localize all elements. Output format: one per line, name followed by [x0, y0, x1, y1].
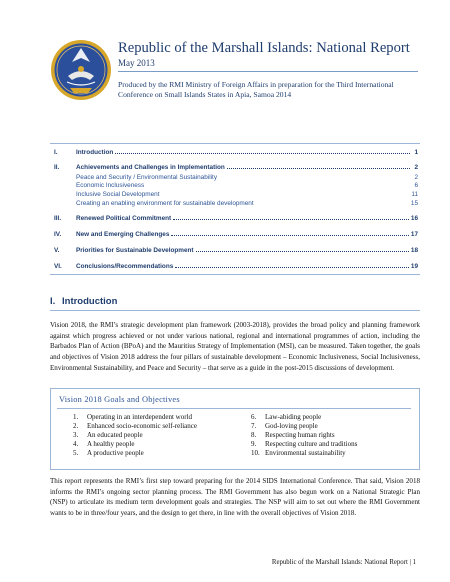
report-title: Republic of the Marshall Islands: National Report — [118, 40, 410, 56]
national-seal-icon — [50, 36, 112, 104]
toc-subentry-enabling-environment[interactable] — [76, 200, 418, 207]
goal-text: Respecting culture and traditions — [265, 440, 358, 448]
goal-number: 1. — [73, 413, 79, 421]
toc-leader — [175, 267, 409, 268]
section-number: I. — [50, 296, 56, 307]
toc-entry-title: Conclusions/Recommendations — [76, 263, 174, 270]
toc-entry-priorities[interactable] — [54, 247, 418, 254]
toc-entry-title: Peace and Security / Environmental Sustainability — [76, 174, 218, 181]
toc-entry-number: IV. — [54, 231, 62, 238]
goal-number: 7. — [251, 422, 257, 430]
title-divider — [118, 71, 418, 72]
goal-number: 3. — [73, 431, 79, 439]
goal-item — [73, 449, 144, 457]
toc-leader — [171, 235, 408, 236]
goals-box-title: Vision 2018 Goals and Objectives — [59, 395, 180, 404]
goal-text: An educated people — [87, 431, 143, 439]
toc-entry-page: 18 — [410, 247, 418, 254]
goal-number: 5. — [73, 449, 79, 457]
toc-subentry-economic-inclusiveness[interactable] — [76, 182, 418, 189]
page-footer: Republic of the Marshall Islands: National Report | 1 — [271, 559, 416, 566]
goal-text: Operating in an interdependent world — [87, 413, 192, 421]
intro-paragraph: Vision 2018, the RMI’s strategic development plan framework (2003-2018), provides the broad policy and planning framework against which progress achieved or not under various national, regional and international programmes of action, including the Barbados Plan of Action (BPoA) and the Mauritius Strategy of Implementation (MSI), can be measured. Taken together, the goals and objectives of Vision 2018 address the four pillars of sustainable development – Economic Inclusiveness, Social Inclusiveness, Environmental Sustainability, and Peace and Security – that serve as a guide in the post-2015 discussions of development. — [50, 321, 420, 372]
goals-box-divider — [57, 408, 411, 409]
toc-entry-title: Economic Inclusiveness — [76, 182, 145, 189]
toc-subentry-peace-security[interactable] — [76, 174, 418, 181]
toc-entry-page: 19 — [410, 263, 418, 270]
toc-entry-page: 2 — [414, 164, 418, 171]
goal-item — [73, 413, 192, 421]
toc-entry-title: Renewed Political Commitment — [76, 215, 172, 222]
report-paragraph: This report represents the RMI’s first step toward preparing for the 2014 SIDS International Conference. That said, Vision 2018 informs the RMI’s ongoing sector planning process. The RMI Government has also begun work on a National Strategic Plan (NSP) to articulate its medium term development goals and strategies. The NSP will aim to set out where the RMI Government wants to be in three/four years, and the design to get there, in line with the overall objectives of Vision 2018. — [50, 477, 420, 518]
report-subtitle: Produced by the RMI Ministry of Foreign Affairs in preparation for the Third International Conference on Small Islands States in Apia, Samoa 2014 — [118, 80, 394, 99]
toc-entry-number: II. — [54, 164, 60, 171]
toc-entry-number: VI. — [54, 263, 62, 270]
toc-entry-title: Achievements and Challenges in Implementation — [76, 164, 225, 171]
goal-item — [73, 440, 134, 448]
toc-entry-page: 2 — [414, 174, 418, 181]
report-date: May 2013 — [118, 58, 155, 68]
table-of-contents — [50, 143, 420, 275]
toc-leader — [227, 168, 410, 169]
goal-item — [251, 413, 321, 421]
toc-entry-introduction[interactable] — [54, 149, 418, 156]
toc-entry-political-commitment[interactable] — [54, 215, 418, 222]
toc-entry-title: Introduction — [76, 149, 114, 156]
goal-number: 4. — [73, 440, 79, 448]
goal-text: Environmental sustainability — [265, 449, 346, 457]
toc-entry-new-challenges[interactable] — [54, 231, 418, 238]
toc-entry-number: III. — [54, 215, 62, 222]
toc-entry-conclusions[interactable] — [54, 263, 418, 270]
toc-entry-page: 15 — [410, 200, 418, 207]
goal-item — [251, 422, 318, 430]
goal-text: A productive people — [87, 449, 144, 457]
toc-entry-achievements[interactable] — [54, 164, 418, 171]
goal-number: 9. — [251, 440, 257, 448]
toc-entry-number: V. — [54, 247, 60, 254]
section-divider — [50, 310, 420, 311]
toc-leader — [196, 251, 409, 252]
goal-number: 2. — [73, 422, 79, 430]
goal-text: God-loving people — [265, 422, 318, 430]
toc-entry-title: Creating an enabling environment for sustainable development — [76, 200, 254, 207]
toc-subentry-inclusive-social[interactable] — [76, 191, 418, 198]
goal-number: 8. — [251, 431, 257, 439]
goal-item — [251, 449, 346, 457]
section-title: Introduction — [62, 296, 118, 307]
goal-text: Enhanced socio-economic self-reliance — [87, 422, 198, 430]
goal-number: 10. — [251, 449, 260, 457]
goal-item — [73, 431, 143, 439]
toc-leader — [115, 153, 410, 154]
goal-item — [251, 431, 335, 439]
goal-text: A healthy people — [87, 440, 135, 448]
toc-entry-title: New and Emerging Challenges — [76, 231, 170, 238]
toc-entry-page: 6 — [414, 182, 418, 189]
toc-entry-number: I. — [54, 149, 58, 156]
toc-entry-title: Inclusive Social Development — [76, 191, 160, 198]
toc-entry-page: 16 — [410, 215, 418, 222]
section-heading — [50, 296, 117, 307]
goal-number: 6. — [251, 413, 257, 421]
toc-entry-title: Priorities for Sustainable Development — [76, 247, 194, 254]
toc-leader — [173, 219, 409, 220]
goal-text: Law-abiding people — [265, 413, 322, 421]
toc-entry-page: 1 — [414, 149, 418, 156]
goal-text: Respecting human rights — [265, 431, 335, 439]
toc-entry-page: 11 — [411, 191, 418, 198]
toc-entry-page: 17 — [410, 231, 418, 238]
goals-box — [50, 388, 420, 470]
goal-item — [251, 440, 357, 448]
goal-item — [73, 422, 197, 430]
